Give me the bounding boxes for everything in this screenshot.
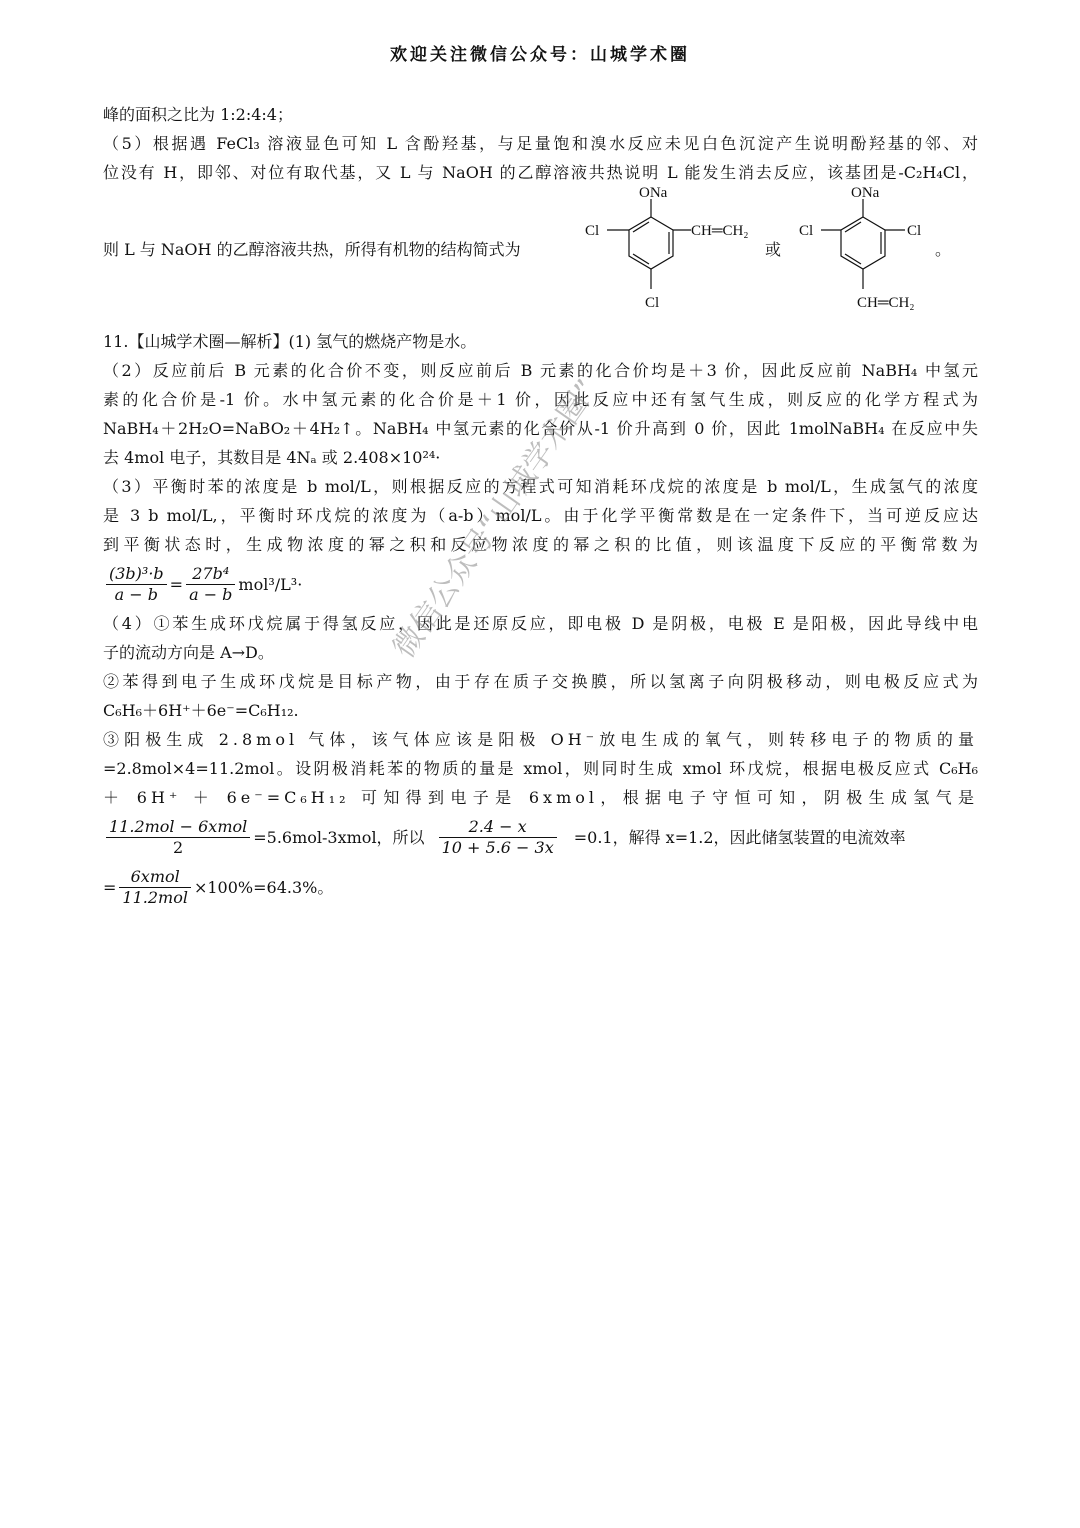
mol1-top-label: ONa [639,187,668,201]
q11-line13: ③阳极生成 2.8mol 气体，该气体应该是阳极 OH⁻放电生成的氧气，则转移电子的物质的量 [103,730,978,749]
q11-line15: ＋ 6H⁺ ＋ 6e⁻=C₆H₁₂ 可知得到电子是 6xmol，根据电子守恒可知，阴极生成氢气是 [103,788,978,807]
q11-line6: （3）平衡时苯的浓度是 b mol/L，则根据反应的方程式可知消耗环戊烷的浓度是 b mol/L，生成氢气的浓度 [103,477,978,496]
ratio-denominator: 10 + 5.6 − 3x [441,837,554,857]
h2-fraction [106,817,250,858]
efficiency-equals: = [103,877,117,897]
k-unit: mol³/L³· [238,574,303,594]
equilibrium-constant-expression [103,559,978,609]
h2-denominator: 2 [173,837,184,857]
part5-line3: 则 L 与 NaOH 的乙醇溶液共热，所得有机物的结构简式为 [103,240,521,259]
q11-line9: （4）①苯生成环戊烷属于得氢反应，因此是还原反应，即电极 D 是阴极，电极 E 是阳极，因此导线中电 [103,614,978,633]
mol2-left-label: Cl [799,223,814,239]
q11-line3: 素的化合价是-1 价。水中氢元素的化合价是＋1 价，因此反应中还有氢气生成，则反应的化学方程式为 [103,390,978,409]
efficiency-expression [103,862,978,912]
part5-line1: （5）根据遇 FeCl₃ 溶液显色可知 L 含酚羟基，与足量饱和溴水反应未见白色沉淀产生说明酚羟基的邻、对 [103,134,978,153]
k-fraction-1 [106,564,167,605]
benzene-ring-1 [607,199,691,289]
q11-line11: ②苯得到电子生成环戊烷是目标产物，由于存在质子交换膜，所以氢离子向阴极移动，则电极反应式为 [103,672,978,691]
ratio-numerator: 2.4 − x [439,817,557,838]
efficiency-denominator: 11.2mol [122,887,188,907]
q11-line7: 是 3 b mol/L,，平衡时环戊烷的浓度为（a-b）mol/L。由于化学平衡常数是在一定条件下，当可逆反应达 [103,506,978,525]
mid-text-1: =5.6mol-3xmol，所以 [253,827,425,847]
mol1-bottom-label: Cl [645,295,660,311]
k-denominator-2: a − b [189,584,233,604]
q11-line5: 去 4mol 电子，其数目是 4Nₐ 或 2.408×10²⁴· [103,448,441,467]
benzene-ring-2 [821,199,905,289]
k-fraction-2 [186,564,235,605]
q11-line12: C₆H₆＋6H⁺＋6e⁻=C₆H₁₂. [103,701,299,720]
mid-text-2: =0.1，解得 x=1.2，因此储氢装置的电流效率 [573,827,906,847]
part5-line2: 位没有 H，即邻、对位有取代基，又 L 与 NaOH 的乙醇溶液共热说明 L 能发生消去反应，该基团是-C₂H₄Cl， [103,163,978,182]
ratio-fraction [439,817,557,858]
efficiency-fraction [119,867,191,908]
mol2-top-label: ONa [851,187,880,201]
structure-period: 。 [935,240,952,259]
mol2-right-label: Cl [907,223,922,239]
or-word: 或 [765,240,782,259]
peak-area-ratio: 峰的面积之比为 1:2:4:4； [103,105,293,124]
watermark: 微信公众号“山城学术圈” [386,373,606,665]
electron-conservation-expression [103,812,978,862]
efficiency-result: ×100%=64.3%。 [193,877,334,897]
q11-line10: 子的流动方向是 A→D。 [103,643,274,662]
q11-line1: 11.【山城学术圈—解析】(1) 氢气的燃烧产物是水。 [103,332,477,351]
q11-line4: NaBH₄＋2H₂O=NaBO₂＋4H₂↑。NaBH₄ 中氢元素的化合价从-1 价升高到 0 价，因此 1molNaBH₄ 在反应中失 [103,419,978,438]
q11-line2: （2）反应前后 B 元素的化合价不变，则反应前后 B 元素的化合价均是＋3 价，因此反应前 NaBH₄ 中氢元 [103,361,978,380]
page-header: 欢迎关注微信公众号：山城学术圈 [390,45,690,65]
q11-line14: =2.8mol×4=11.2mol。设阴极消耗苯的物质的量是 xmol，则同时生成 xmol 环戊烷，根据电极反应式 C₆H₆ [103,759,978,778]
structure-formula-row [103,187,978,327]
mol1-left-label: Cl [585,223,600,239]
k-numerator-2: 27b⁴ [186,564,235,585]
k-denominator-1: a − b [114,584,158,604]
efficiency-numerator: 6xmol [119,867,191,888]
k-equals: = [169,574,184,594]
mol1-right-label: CH═CH₂ [691,223,749,239]
document-body [103,100,978,912]
q11-line8: 到平衡状态时，生成物浓度的幂之积和反应物浓度的幂之积的比值，则该温度下反应的平衡常数为 [103,535,978,554]
h2-numerator: 11.2mol − 6xmol [106,817,250,838]
structure-2-svg [793,187,943,327]
structure-1-svg [581,187,771,327]
mol2-bottom-label: CH═CH₂ [857,295,915,311]
k-numerator-1: (3b)³·b [106,564,167,585]
